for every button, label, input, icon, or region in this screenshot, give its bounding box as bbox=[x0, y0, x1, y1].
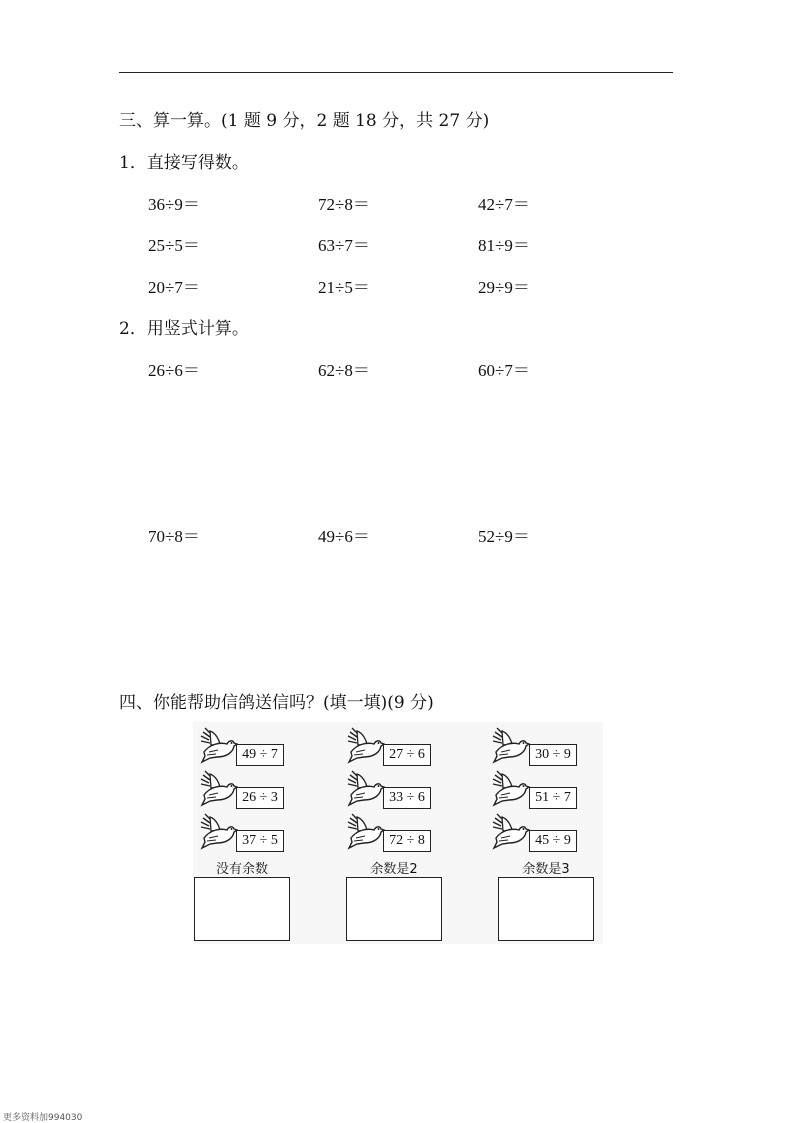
pigeon-card: 27 ÷ 6 bbox=[383, 744, 431, 766]
problem: 63÷7＝ bbox=[318, 236, 370, 255]
pigeon-icon bbox=[198, 768, 238, 808]
answer-box[interactable] bbox=[194, 877, 290, 941]
group-label: 没有余数 bbox=[215, 862, 268, 877]
answer-box[interactable] bbox=[346, 877, 442, 941]
problem: 81÷9＝ bbox=[478, 236, 530, 255]
pigeon-card: 72 ÷ 8 bbox=[383, 830, 431, 852]
pigeon-card: 49 ÷ 7 bbox=[236, 744, 284, 766]
problem: 20÷7＝ bbox=[148, 278, 200, 297]
problem: 26÷6＝ bbox=[148, 361, 200, 380]
footer-note: 更多资料加994030 bbox=[3, 1113, 83, 1123]
pigeon-icon bbox=[345, 725, 385, 765]
group-label: 余数是2 bbox=[370, 862, 418, 877]
section-4-title: 四、你能帮助信鸽送信吗？(填一填)(9 分) bbox=[119, 693, 434, 713]
problem: 42÷7＝ bbox=[478, 195, 530, 214]
problem: 25÷5＝ bbox=[148, 236, 200, 255]
problem: 72÷8＝ bbox=[318, 195, 370, 214]
pigeon-icon bbox=[198, 725, 238, 765]
problem: 62÷8＝ bbox=[318, 361, 370, 380]
pigeon-card: 51 ÷ 7 bbox=[529, 787, 577, 809]
header-rule bbox=[119, 72, 673, 73]
problem: 36÷9＝ bbox=[148, 195, 200, 214]
pigeon-card: 30 ÷ 9 bbox=[529, 744, 577, 766]
pigeon-icon bbox=[490, 811, 530, 851]
answer-box[interactable] bbox=[498, 877, 594, 941]
pigeon-card: 26 ÷ 3 bbox=[236, 787, 284, 809]
section-3-title: 三、算一算。(1 题 9 分，2 题 18 分，共 27 分) bbox=[119, 111, 490, 131]
pigeon-card: 33 ÷ 6 bbox=[383, 787, 431, 809]
problem: 21÷5＝ bbox=[318, 278, 370, 297]
group-label: 余数是3 bbox=[522, 862, 570, 877]
problem: 60÷7＝ bbox=[478, 361, 530, 380]
problem: 52÷9＝ bbox=[478, 527, 530, 546]
part-1-title: 1．直接写得数。 bbox=[119, 153, 249, 173]
pigeon-icon bbox=[490, 725, 530, 765]
pigeon-icon bbox=[345, 768, 385, 808]
part-2-title: 2．用竖式计算。 bbox=[119, 319, 249, 339]
pigeon-icon bbox=[490, 768, 530, 808]
problem: 29÷9＝ bbox=[478, 278, 530, 297]
pigeon-icon bbox=[345, 811, 385, 851]
pigeon-card: 37 ÷ 5 bbox=[236, 830, 284, 852]
pigeon-icon bbox=[198, 811, 238, 851]
problem: 70÷8＝ bbox=[148, 527, 200, 546]
problem: 49÷6＝ bbox=[318, 527, 370, 546]
pigeon-card: 45 ÷ 9 bbox=[529, 830, 577, 852]
